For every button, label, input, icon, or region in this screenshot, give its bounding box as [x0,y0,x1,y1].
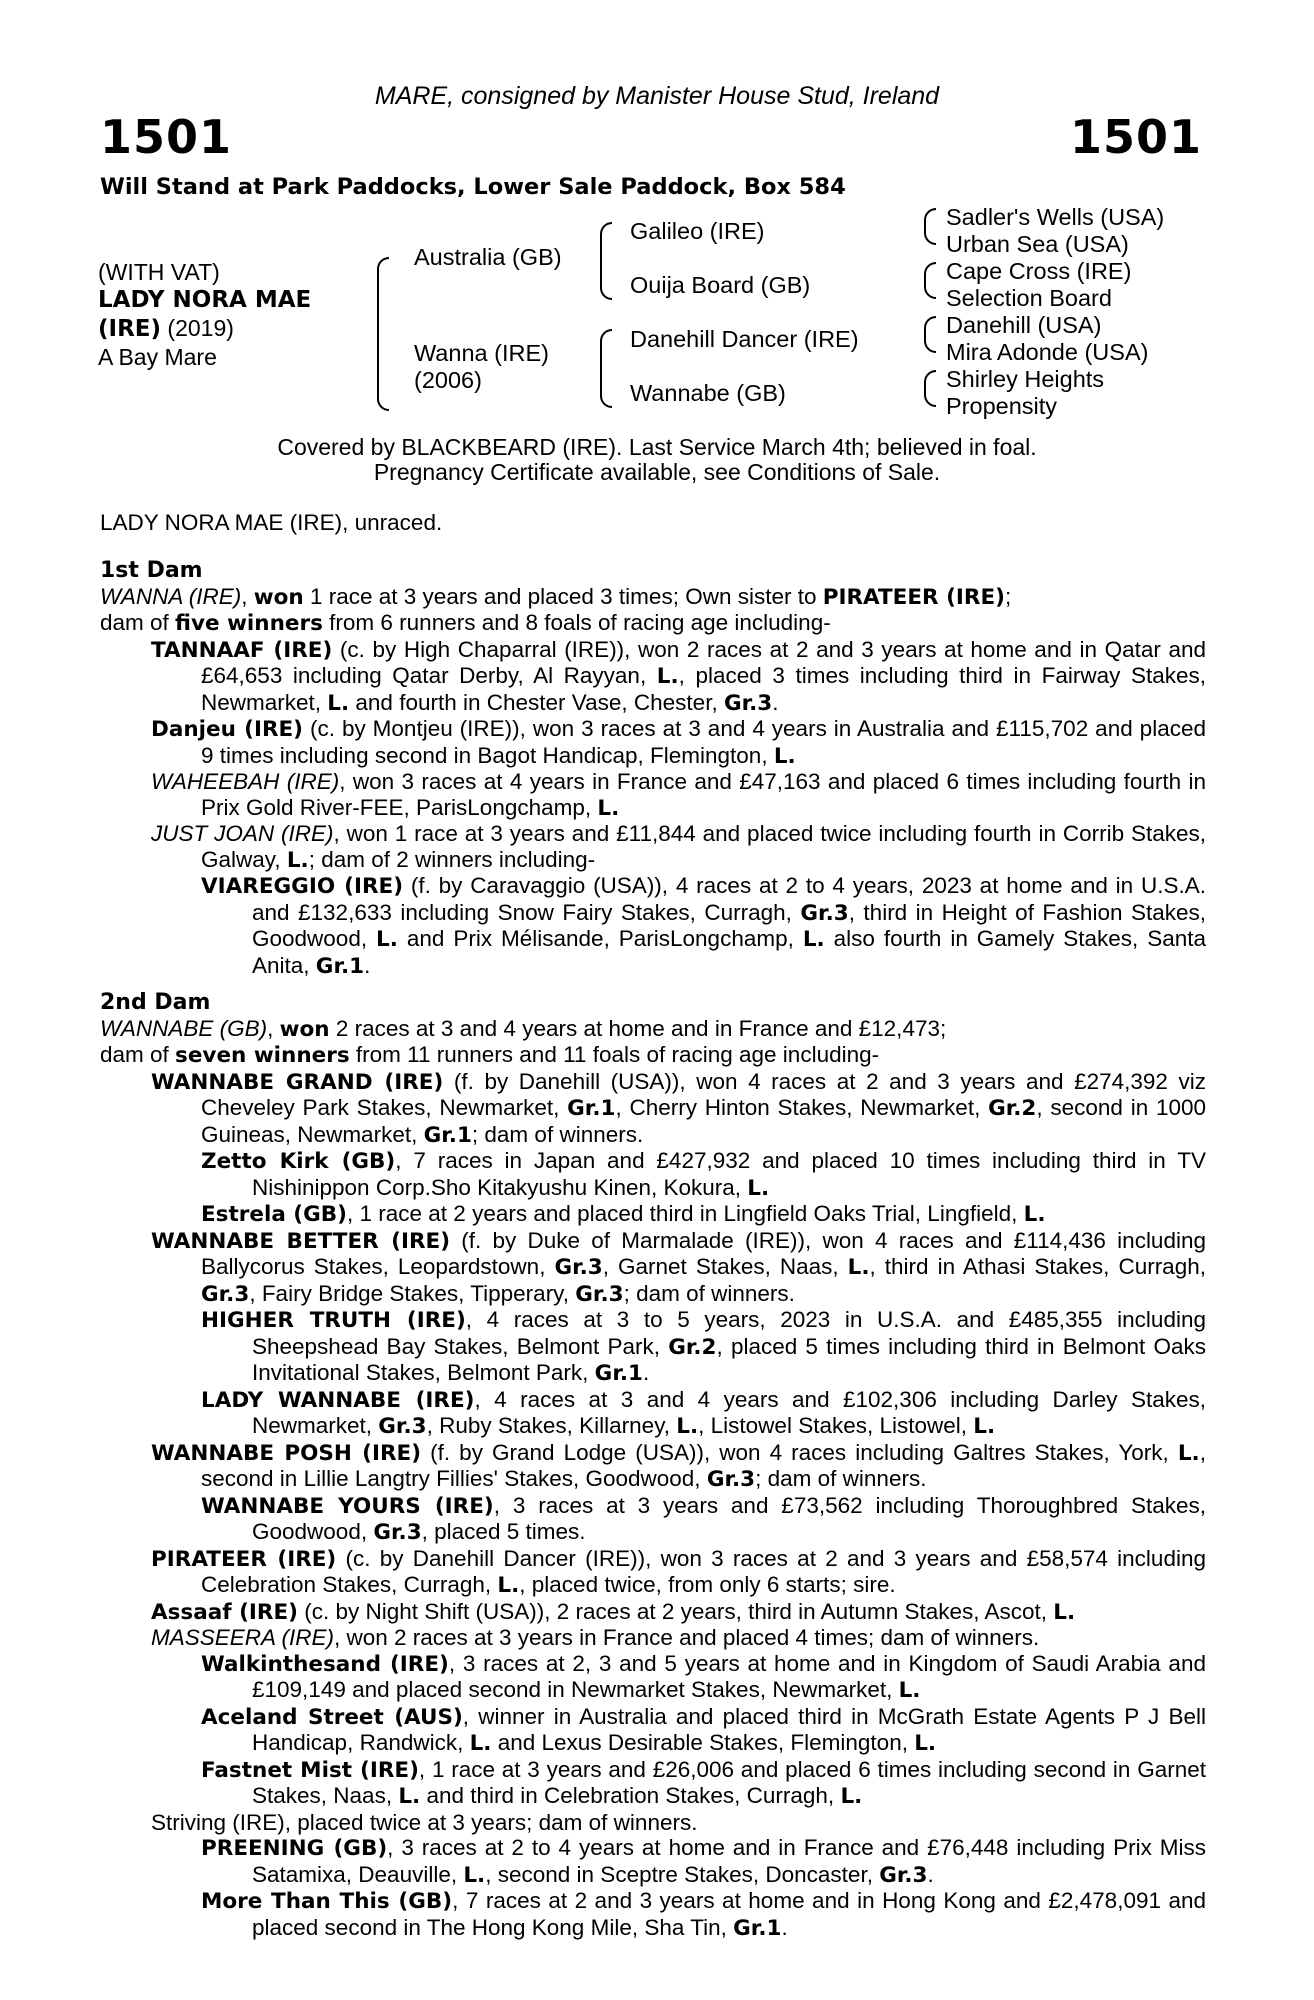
bold-text: Zetto Kirk (GB) [201,1149,396,1174]
entry-text: , 1 race at 3 years and £26,006 and placed 6 times including second in Garnet Stakes, Naas, [252,1756,1206,1808]
bold-text: L. [1177,1440,1200,1466]
bold-text: Estrela (GB) [201,1202,347,1227]
dam2-entry [100,1704,1206,1757]
dam2-entry [100,1757,1206,1810]
horse-country: (IRE) [98,316,162,342]
pedigree-g3-6: Mira Adonde (USA) [946,339,1149,365]
bold-text: L. [914,1731,937,1756]
bold-text: seven winners [175,1043,350,1068]
italic-text: WANNABE (GB) [100,1015,268,1041]
vat-note: (WITH VAT) [98,259,220,285]
covering-note [0,435,1314,485]
race-record: LADY NORA MAE (IRE), unraced. [100,510,443,535]
bold-text: L. [773,743,796,769]
entry-text: , winner in Australia and placed third in McGrath Estate Agents P J Bell Handicap, Randwick, [252,1703,1206,1755]
entry-text: , won 3 races at 4 years in France and £47,163 and placed 6 times including fourth in Prix Gold River-FEE, ParisLongchamp, [201,769,1207,820]
dam1-entry [100,637,1206,717]
bold-text: Gr.1 [423,1122,472,1148]
bold-text: L. [840,1784,863,1809]
entry-text: and Prix Mélisande, ParisLongchamp, [397,926,803,951]
bold-text: Gr.1 [594,1361,643,1386]
entry-text: and fourth in Chester Vase, Chester, [349,689,724,715]
italic-text: MASSEERA (IRE) [151,1625,334,1650]
entry-text: , placed 3 times including third in Fairway Stakes, Newmarket, [201,663,1206,715]
dam1-entry [100,584,1206,611]
brace-gen3-4 [924,370,936,407]
entry-text: , third in Athasi Stakes, Curragh, [869,1254,1206,1279]
pedigree-g3-3: Cape Cross (IRE) [946,258,1132,284]
entry-text: dam of [100,1042,176,1067]
bold-text: Aceland Street (AUS) [201,1704,463,1730]
dam2-entry [100,1810,1206,1836]
bold-text: L. [747,1175,770,1201]
entry-text: . [781,1914,788,1940]
first-dam-section [100,558,1206,979]
bold-text: PIRATEER (IRE) [151,1546,337,1572]
entry-text: , Fairy Bridge Stakes, Tipperary, [249,1280,576,1306]
bold-text: PIRATEER (IRE) [822,584,1005,610]
entry-text: ; dam of winners. [755,1466,927,1491]
bold-text: L. [1023,1202,1046,1227]
entry-text: ; dam of winners. [471,1121,644,1147]
entry-text: from 6 runners and 8 foals of racing age including- [322,610,831,635]
italic-text: WAHEEBAH (IRE) [151,769,340,794]
entry-text: , 7 races at 2 and 3 years at home and in Hong Kong and £2,478,091 and placed second in The Hong Kong Mile, Sha Tin, [252,1888,1206,1940]
bold-text: L. [463,1862,486,1888]
covering-line-2: Pregnancy Certificate available, see Conditions of Sale. [373,459,941,485]
entry-text: , second in Sceptre Stakes, Doncaster, [485,1861,880,1887]
entry-text: , Garnet Stakes, Naas, [602,1254,848,1279]
entry-text: Striving (IRE), placed twice at 3 years; dam of winners. [151,1809,698,1835]
pedigree-g3-7: Shirley Heights [946,366,1105,392]
entry-text: , 4 races at 3 and 4 years and £102,306 including Darley Stakes, Newmarket, [252,1386,1206,1438]
bold-text: Danjeu (IRE) [151,717,304,742]
entry-text: . [642,1360,650,1385]
consignor-line: MARE, consigned by Manister House Stud, Ireland [374,82,940,110]
entry-text: , Ruby Stakes, Killarney, [426,1413,677,1438]
dam2-entry [100,1042,1206,1069]
bold-text: L. [597,795,620,821]
bold-text: WANNABE POSH (IRE) [151,1440,422,1466]
italic-text: WANNA (IRE) [100,583,242,609]
entry-text: (f. by Caravaggio (USA)), 4 races at 2 to 4 years, 2023 at home and in U.S.A. and £132,633 including Snow Fairy Stakes, Curragh, [252,873,1206,925]
entry-text: , won 1 race at 3 years and £11,844 and placed twice including fourth in Corrib Stakes, Galway, [201,821,1206,872]
entry-text: , placed 5 times. [421,1519,586,1544]
dam2-entry [100,1307,1206,1387]
pedigree-g3-8: Propensity [946,393,1058,419]
bold-text: L. [398,1784,421,1809]
first-dam-entries [100,584,1206,980]
entry-text: (c. by Night Shift (USA)), 2 races at 2 years, third in Autumn Stakes, Ascot, [297,1598,1054,1624]
bold-text: Gr.1 [733,1915,782,1941]
entry-text: . [772,689,779,715]
entry-text: ; dam of winners. [623,1280,795,1306]
entry-text: and Lexus Desirable Stakes, Flemington, [491,1730,915,1755]
bold-text: LADY WANNABE (IRE) [201,1387,475,1413]
second-dam-entries [100,1016,1206,1942]
pedigree-g2-3: Danehill Dancer (IRE) [630,326,859,352]
bold-text: L. [286,847,309,873]
entry-text: , placed twice, from only 6 starts; sire. [519,1572,896,1597]
bold-text: L. [497,1573,520,1598]
lot-number-right: 1501 [1069,110,1202,164]
entry-text: (c. by Montjeu (IRE)), won 3 races at 3 and 4 years in Australia and £115,702 and placed 9 times including second in Bagot Handicap, Flemington, [201,716,1206,768]
entry-text: . [364,952,371,978]
pedigree-dam-year: (2006) [414,367,482,393]
bold-text: Gr.3 [201,1281,250,1307]
bold-text: won [253,584,304,610]
entry-text: and third in Celebration Stakes, Curragh, [420,1783,841,1808]
entry-text: , won 2 races at 3 years in France and placed 4 times; dam of winners. [333,1625,1040,1650]
dam2-entry [100,1493,1206,1546]
horse-description: A Bay Mare [98,344,217,370]
entry-text: , 4 races at 3 to 5 years, 2023 in U.S.A. and £485,355 including Sheepshead Bay Stakes, Belmont Park, [252,1307,1206,1359]
brace-gen1 [377,257,389,411]
entry-text: 2 races at 3 and 4 years at home and in France and £12,473; [329,1015,947,1041]
entry-text: (c. by High Chaparral (IRE)), won 2 races at 2 and 3 years at home and in Qatar and £64,653 including Qatar Derby, Al Rayyan, [201,636,1206,688]
bold-text: WANNABE BETTER (IRE) [151,1228,451,1254]
stand-location: Will Stand at Park Paddocks, Lower Sale Paddock, Box 584 [100,174,846,200]
bold-text: L. [802,927,825,952]
dam1-entry [100,769,1206,821]
entry-text: , 3 races at 3 years and £73,562 including Thoroughbred Stakes, Goodwood, [252,1492,1206,1544]
entry-text: , 7 races in Japan and £427,932 and placed 10 times including third in TV Nishinippon Corp.Sho Kitakyushu Kinen, Kokura, [252,1148,1206,1200]
dam2-entry [100,1069,1206,1149]
bold-text: L. [656,664,679,689]
entry-text: also fourth in Gamely Stakes, Santa Anita, [252,926,1206,978]
pedigree-dam: Wanna (IRE) [414,340,549,366]
entry-text: 1 race at 3 years and placed 3 times; Own sister to [303,583,823,609]
entry-text: , 3 races at 2, 3 and 5 years at home and in Kingdom of Saudi Arabia and £109,149 and placed second in Newmarket Stakes, Newmarket, [252,1650,1206,1702]
second-dam-section [100,990,1206,1941]
entry-text: , Listowel Stakes, Listowel, [698,1413,974,1438]
bold-text: won [279,1016,330,1042]
pedigree-g2-1: Galileo (IRE) [630,218,765,244]
entry-text: (f. by Duke of Marmalade (IRE)), won 4 races and £114,436 including Ballycorus Stakes, Leopardstown, [201,1227,1206,1279]
pedigree-g3-5: Danehill (USA) [946,312,1102,338]
dam2-entry [100,1888,1206,1941]
dam1-entry [100,716,1206,769]
dam2-entry [100,1201,1206,1228]
bold-text: HIGHER TRUTH (IRE) [201,1308,466,1333]
lot-number-left: 1501 [100,110,233,164]
bold-text: L. [1053,1599,1076,1625]
entry-text: , third in Height of Fashion Stakes, Goodwood, [252,899,1206,951]
bold-text: L. [469,1731,492,1756]
bold-text: Gr.3 [879,1862,928,1888]
bold-text: Gr.3 [706,1467,756,1492]
dam1-entry [100,821,1206,873]
bold-text: Gr.3 [554,1255,603,1280]
bold-text: More Than This (GB) [201,1889,453,1914]
bold-text: WANNABE YOURS (IRE) [201,1493,494,1519]
dam2-entry [100,1599,1206,1626]
brace-gen3-3 [924,316,936,353]
bold-text: Gr.3 [575,1281,624,1307]
pedigree-g3-4: Selection Board [946,285,1112,311]
pedigree-g3-2: Urban Sea (USA) [946,231,1129,257]
horse-name: LADY NORA MAE [98,287,312,313]
bold-text: L. [376,927,398,952]
bold-text: Fastnet Mist (IRE) [201,1757,419,1783]
bold-text: L. [973,1414,996,1439]
bold-text: TANNAAF (IRE) [151,637,333,663]
bold-text: Gr.2 [988,1096,1037,1121]
bold-text: Assaaf (IRE) [151,1599,298,1625]
bold-text: Gr.1 [567,1096,616,1121]
pedigree-g3-1: Sadler's Wells (USA) [946,204,1165,230]
dam2-entry [100,1546,1206,1599]
entry-text: ; [1005,583,1012,609]
dam1-entry [100,873,1206,979]
bold-text: VIAREGGIO (IRE) [201,874,404,899]
entry-text: , 1 race at 2 years and placed third in Lingfield Oaks Trial, Lingfield, [347,1201,1024,1226]
entry-text: , [267,1015,280,1041]
brace-gen2-bottom [600,329,612,408]
bold-text: five winners [175,611,323,636]
entry-text: , [241,583,254,609]
entry-text: ; dam of 2 winners including- [308,846,596,872]
subject-horse [98,258,311,371]
bold-text: L. [847,1255,870,1280]
brace-gen2-top [600,222,612,300]
dam2-entry [100,1148,1206,1201]
bold-text: L. [327,690,350,716]
covering-line-1: Covered by BLACKBEARD (IRE). Last Service March 4th; believed in foal. [277,434,1037,460]
bold-text: Gr.3 [373,1520,422,1545]
bold-text: L. [898,1678,921,1703]
entry-text: , Cherry Hinton Stakes, Newmarket, [615,1095,989,1120]
horse-year: (2019) [161,315,234,341]
brace-gen3-1 [924,208,936,245]
horse-origin-line [98,314,311,343]
first-dam-heading: 1st Dam [100,558,203,583]
bold-text: PREENING (GB) [201,1836,388,1861]
bold-text: Gr.2 [668,1334,717,1360]
entry-text: , second in Lillie Langtry Fillies' Stakes, Goodwood, [201,1439,1206,1491]
dam2-entry [100,1016,1206,1043]
second-dam-heading: 2nd Dam [100,990,211,1015]
pedigree-sire: Australia (GB) [414,244,562,270]
entry-text: . [927,1861,934,1887]
bold-text: Gr.3 [723,690,773,716]
bold-text: Gr.1 [315,953,365,979]
pedigree-g2-2: Ouija Board (GB) [630,272,811,298]
entry-text: , 3 races at 2 to 4 years at home and in France and £76,448 including Prix Miss Satamixa, Deauville, [252,1835,1206,1887]
bold-text: Walkinthesand (IRE) [201,1651,449,1677]
bold-text: Gr.3 [800,900,849,926]
entry-text: (f. by Danehill (USA)), won 4 races at 2 and 3 years and £274,392 viz Cheveley Park Stakes, Newmarket, [201,1068,1206,1120]
pedigree-g2-4: Wannabe (GB) [630,380,786,406]
bold-text: Gr.3 [378,1414,427,1439]
entry-text: , placed 5 times including third in Belmont Oaks Invitational Stakes, Belmont Park, [252,1333,1207,1385]
dam2-entry [100,1651,1206,1704]
entry-text: , second in 1000 Guineas, Newmarket, [201,1095,1207,1147]
dam1-entry [100,610,1206,637]
italic-text: JUST JOAN (IRE) [151,821,334,846]
brace-gen3-2 [924,262,936,299]
entry-text: (f. by Grand Lodge (USA)), won 4 races including Galtres Stakes, York, [421,1439,1178,1465]
dam2-entry [100,1625,1206,1651]
bold-text: WANNABE GRAND (IRE) [151,1069,444,1095]
entry-text: (c. by Danehill Dancer (IRE)), won 3 races at 2 and 3 years and £58,574 including Celebration Stakes, Curragh, [201,1545,1206,1597]
dam2-entry [100,1440,1206,1493]
bold-text: L. [676,1414,699,1439]
dam2-entry [100,1228,1206,1308]
dam2-entry [100,1387,1206,1440]
dam2-entry [100,1835,1206,1888]
entry-text: dam of [100,610,176,635]
entry-text: from 11 runners and 11 foals of racing age including- [349,1042,880,1067]
